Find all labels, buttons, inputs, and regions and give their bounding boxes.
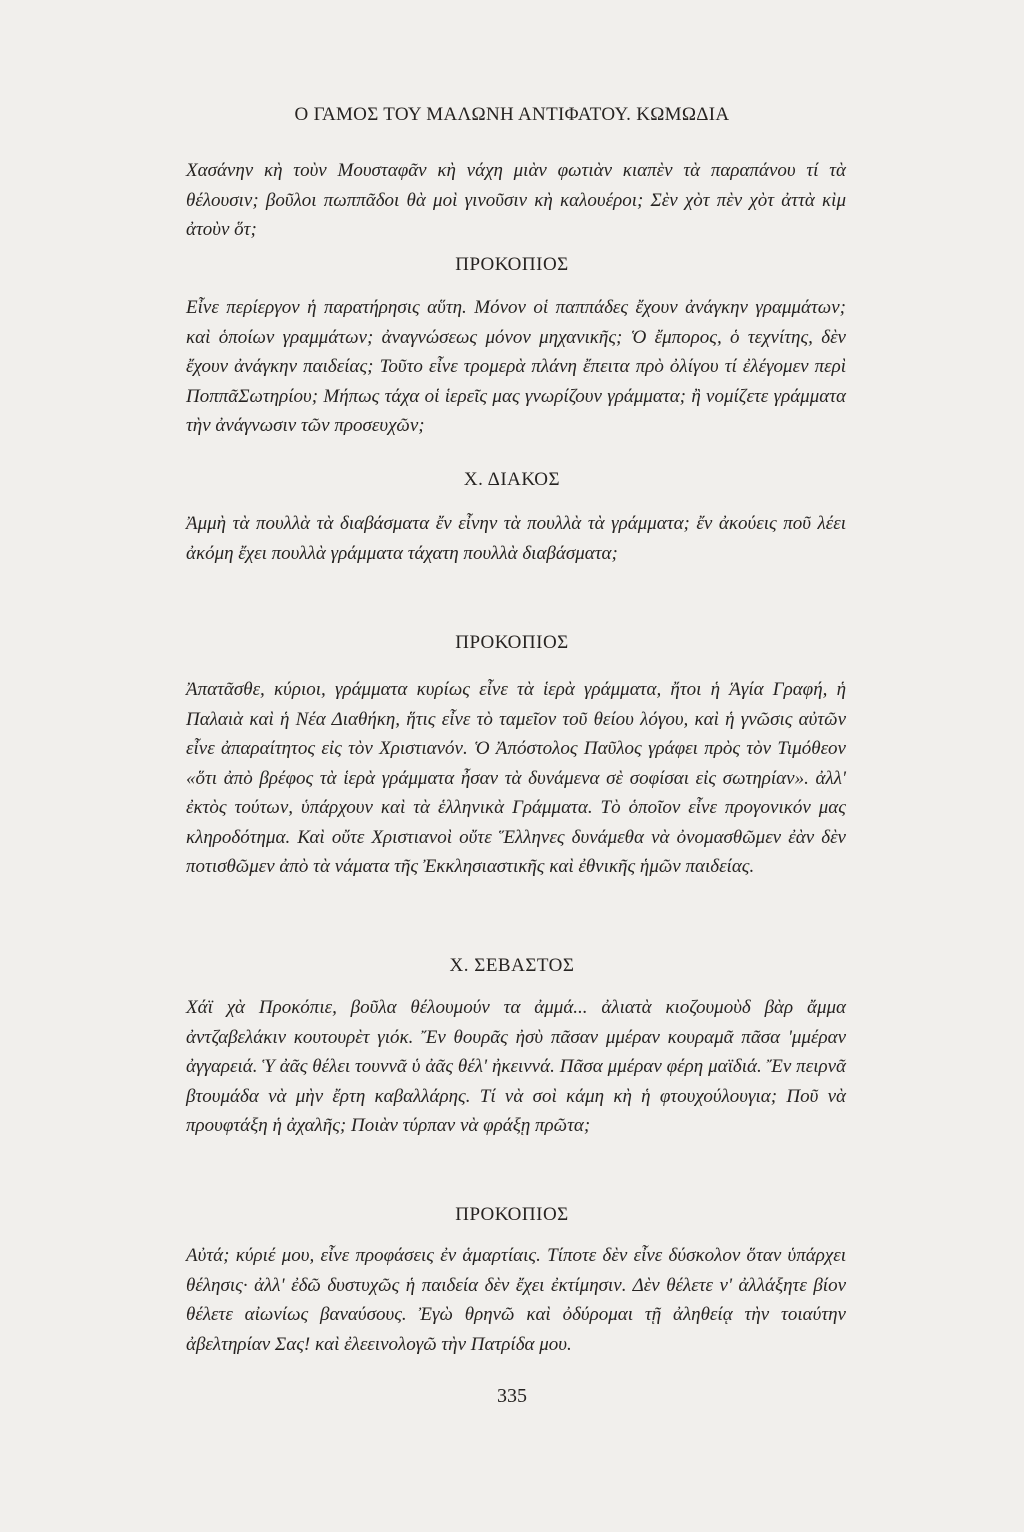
speech-paragraph: Χάϊ χὰ Προκόπιε, βοῦλα θέλουμούν τα ἀμμά... ἀλιατὰ κιοζουμοὺδ βὰρ ἄμμα ἀντζαβελάκιν κουτουρὲτ γιόκ. Ἔν θουρᾶς ἠσὺ πᾶσαν μμέραν κουραμᾶ πᾶσα 'μμέραν ἀγγαρειά. Ὑ ἀᾶς θέλει τουννᾶ ὑ ἀᾶς θέλ' ἠκειννά. Πᾶσα μμέραν φέρη μαϊδιά. Ἔν πειρνᾶ βτουμάδα νὰ μὴν ἔρτη καβαλλάρης. Τί νὰ σοὶ κάμη κὴ ἡ φτουχούλουγια; Ποῦ νὰ προυφτάξη ἡ ἀχαλῆς; Ποιὰν τύρπαν νὰ φράξῃ πρῶτα; <box>186 997 846 1136</box>
speaker-name: ΠΡΟΚΟΠΙΟΣ <box>455 632 569 653</box>
speaker-name: ΠΡΟΚΟΠΙΟΣ <box>455 1204 569 1225</box>
speech-paragraph: Ἀπατᾶσθε, κύριοι, γράμματα κυρίως εἶνε τὰ ἱερὰ γράμματα, ἤτοι ἡ Ἁγία Γραφή, ἡ Παλαιὰ καὶ ἡ Νέα Διαθήκη, ἥτις εἶνε τὸ ταμεῖον τοῦ θείου λόγου, καὶ ἡ γνῶσις αὐτῶν εἶνε ἀπαραίτητος εἰς τὸν Χριστιανόν. Ὁ Ἀπόστολος Παῦλος γράφει πρὸς τὸν Τιμόθεον «ὅτι ἀπὸ βρέφος τὰ ἱερὰ γράμματα ἦσαν τὰ δυνάμενα σὲ σοφίσαι εἰς σωτηρίαν». ἀλλ' ἐκτὸς τούτων, ὑπάρχουν καὶ τὰ ἑλληνικὰ Γράμματα. Τὸ ὁποῖον εἶνε προγονικόν μας κληροδότημα. Καὶ οὔτε Χριστιανοὶ οὔτε Ἕλληνες δυνάμεθα νὰ ὀνομασθῶμεν ἐὰν δὲν ποτισθῶμεν ἀπὸ τὰ νάματα τῆς Ἐκκλησιαστικῆς καὶ ἐθνικῆς ἡμῶν παιδείας. <box>186 679 846 877</box>
speech-paragraph: Ἀμμὴ τὰ πουλλὰ τὰ διαβάσματα ἔν εἶνην τὰ πουλλὰ τὰ γράμματα; ἔν ἀκούεις ποῦ λέει ἀκόμη ἔχει πουλλὰ γράμματα τάχατη πουλλὰ διαβάσματα; <box>186 513 846 564</box>
speaker-name: ΠΡΟΚΟΠΙΟΣ <box>455 254 569 275</box>
speech-paragraph: Εἶνε περίεργον ἡ παρατήρησις αὕτη. Μόνον οἱ παππάδες ἔχουν ἀνάγκην γραμμάτων; καὶ ὁποίων γραμμάτων; ἀναγνώσεως μόνον μηχανικῆς; Ὁ ἔμπορος, ὁ τεχνίτης, δὲν ἔχουν ἀνάγκην παιδείας; Τοῦτο εἶνε τρομερὰ πλάνη ἔπειτα πρὸ ὀλίγου τί ἐλέγομεν περὶ ΠοππᾶΣωτηρίου; Μήπως τάχα οἱ ἱερεῖς μας γνωρίζουν γράμματα; ἢ νομίζετε γράμματα τὴν ἀνάγνωσιν τῶν προσευχῶν; <box>186 297 846 436</box>
page-number: 335 <box>497 1385 527 1407</box>
speech-paragraph: Χασάνην κὴ τοὺν Μουσταφᾶν κὴ νάχη μιὰν φωτιὰν κιαπὲν τὰ παραπάνου τί τὰ θέλουσιν; βοῦλοι πωππᾶδοι θὰ μοὶ γινοῦσιν κὴ καλουέροι; Σὲν χὸτ πὲν χὸτ ἀττὰ κὶμ ἀτοὺν ὅτ; <box>186 160 846 240</box>
speech-paragraph: Αὐτά; κύριέ μου, εἶνε προφάσεις ἐν ἁμαρτίαις. Τίποτε δὲν εἶνε δύσκολον ὅταν ὑπάρχει θέλησις· ἀλλ' ἐδῶ δυστυχῶς ἡ παιδεία δὲν ἔχει ἐκτίμησιν. Δὲν θέλετε ν' ἀλλάξητε βίον θέλετε αἰωνίως βαναύσους. Ἐγὼ θρηνῶ καὶ ὀδύρομαι τῇ ἀληθείᾳ τὴν τοιαύτην ἀβελτηρίαν Σας! καὶ ἐλεεινολογῶ τὴν Πατρίδα μου. <box>186 1245 846 1355</box>
speaker-name: Χ. ΣΕΒΑΣΤΟΣ <box>449 955 575 976</box>
running-header: Ο ΓΑΜΟΣ ΤΟΥ ΜΑΛΩΝΗ ΑΝΤΙΦΑΤΟΥ. ΚΩΜΩΔΙΑ <box>294 104 730 125</box>
speaker-name: Χ. ΔΙΑΚΟΣ <box>463 469 561 490</box>
